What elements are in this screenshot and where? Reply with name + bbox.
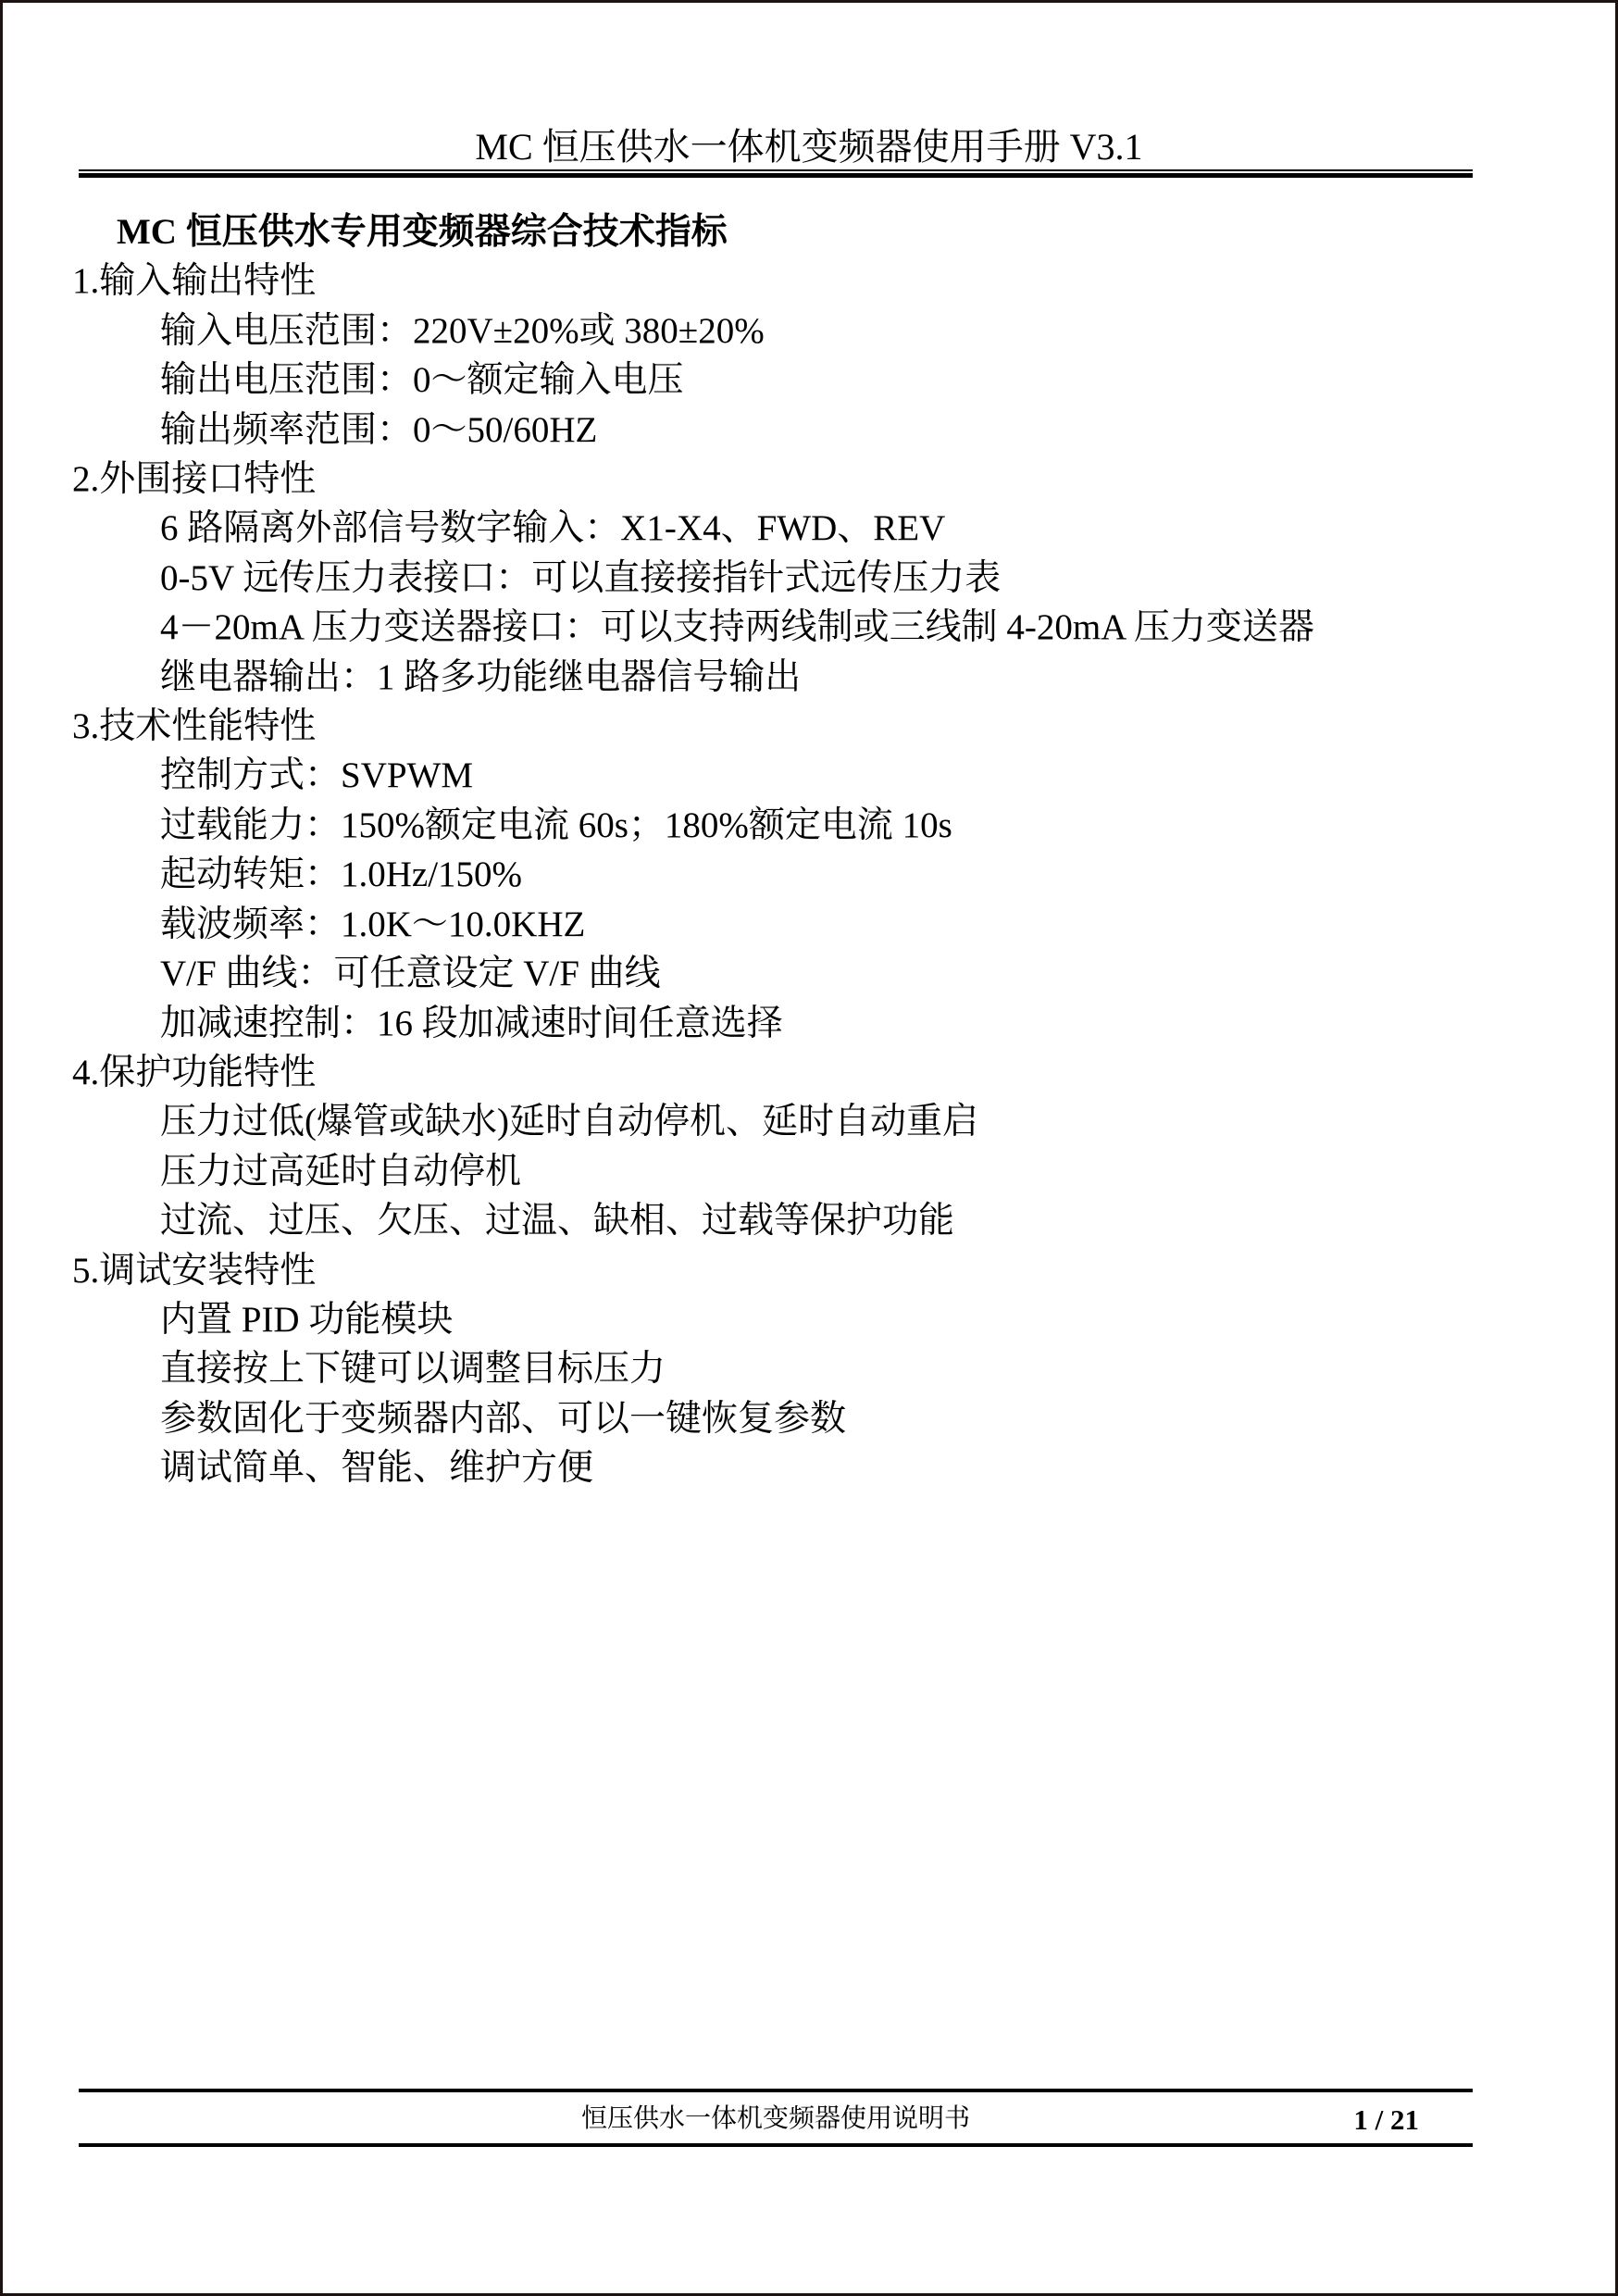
footer-rule-bottom (79, 2143, 1473, 2147)
line-updown-key-pressure: 直接按上下键可以调整目标压力 (160, 1349, 666, 1390)
footer-page-number: 1 / 21 (1353, 2103, 1419, 2136)
line-parameter-storage: 参数固化于变频器内部、可以一键恢复参数 (160, 1398, 847, 1439)
line-0-5v-gauge-interface: 0-5V 远传压力表接口：可以直接接指针式远传压力表 (160, 557, 1002, 598)
line-output-frequency-range: 输出频率范围：0～50/60HZ (160, 409, 598, 450)
footer-rule-top (79, 2089, 1473, 2092)
page-header-title: MC 恒压供水一体机变频器使用手册 V3.1 (475, 126, 1143, 168)
line-relay-output: 继电器输出：1 路多功能继电器信号输出 (160, 656, 802, 697)
line-starting-torque: 起动转矩：1.0Hz/150% (160, 855, 523, 895)
line-built-in-pid: 内置 PID 功能模块 (160, 1299, 454, 1340)
line-accel-decel-control: 加减速控制：16 段加减速时间任意选择 (160, 1003, 783, 1043)
line-overload-capacity: 过载能力：150%额定电流 60s；180%额定电流 10s (160, 805, 952, 845)
line-control-mode: 控制方式：SVPWM (160, 755, 474, 796)
line-high-pressure-protection: 压力过高延时自动停机 (160, 1151, 522, 1192)
line-input-voltage-range: 输入电压范围：220V±20%或 380±20% (160, 310, 765, 351)
line-protection-functions: 过流、过压、欠压、过温、缺相、过载等保护功能 (160, 1201, 955, 1242)
header-double-rule (79, 169, 1473, 178)
section-2-heading: 2.外围接口特性 (72, 459, 317, 500)
section-4-heading: 4.保护功能特性 (72, 1052, 317, 1092)
line-digital-inputs: 6 路隔离外部信号数字输入：X1-X4、FWD、REV (160, 508, 946, 549)
section-1-heading: 1.输入输出特性 (72, 261, 317, 302)
line-output-voltage-range: 输出电压范围：0～额定输入电压 (160, 360, 684, 401)
line-4-20ma-transmitter-interface: 4－20mA 压力变送器接口：可以支持两线制或三线制 4-20mA 压力变送器 (160, 607, 1314, 648)
section-5-heading: 5.调试安装特性 (72, 1250, 317, 1291)
footer-doc-title: 恒压供水一体机变频器使用说明书 (580, 2104, 970, 2133)
section-3-heading: 3.技术性能特性 (72, 706, 317, 747)
line-vf-curve: V/F 曲线：可任意设定 V/F 曲线 (160, 954, 661, 994)
line-carrier-frequency: 载波频率：1.0K～10.0KHZ (160, 904, 586, 944)
line-easy-commissioning: 调试简单、智能、维护方便 (160, 1448, 594, 1489)
line-low-pressure-protection: 压力过低(爆管或缺水)延时自动停机、延时自动重启 (160, 1102, 978, 1142)
document-heading: MC 恒压供水专用变频器综合技术指标 (117, 212, 728, 252)
page-body (3, 207, 1618, 1493)
